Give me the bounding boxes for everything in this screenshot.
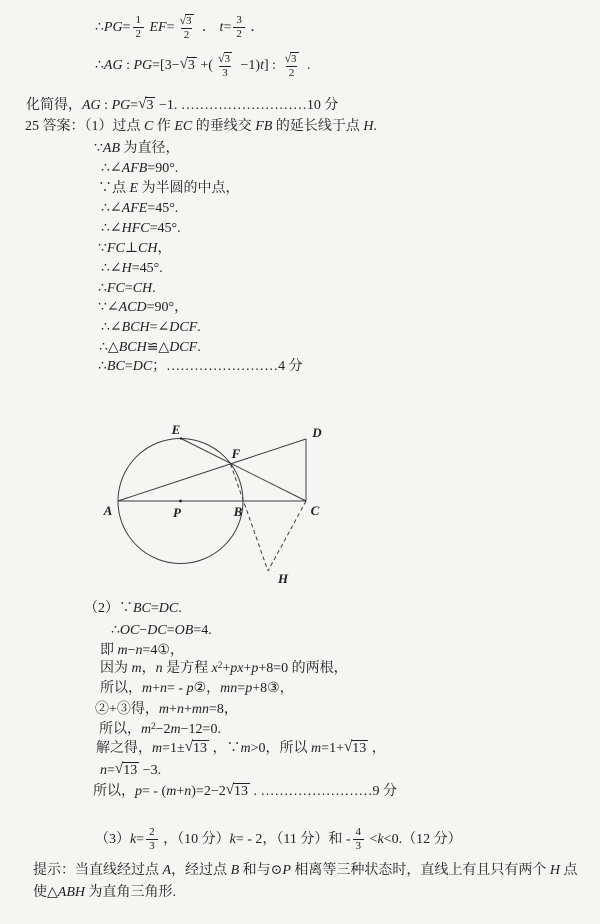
label-E: E [171, 422, 181, 437]
text-line-9: ∴∠ HFC =45°. [101, 221, 181, 236]
label-B: B [233, 504, 243, 519]
point-P-dot [179, 500, 182, 503]
label-D: D [312, 425, 322, 440]
text-line-22: ②+③得， m + n + mn =8， [95, 702, 238, 717]
text-line-27: （3） k = $\frac{2}{3}$ ，（10 分） k = - 2，（11 分）和 - $\frac{4}{3}$ < k <0.（12 分） [95, 826, 462, 853]
segment-CH-dashed [268, 501, 306, 571]
label-F: F [231, 446, 241, 461]
text-line-1: ∴ PG = $\frac{1}{2}$ EF = √ 3 2 ． t = $\frac{3}{2}$ ． [95, 13, 265, 41]
text-line-12: ∴ FC = CH . [98, 281, 156, 296]
segment-EC [181, 439, 306, 502]
text-line-5: ∵ AB 为直径， [94, 141, 180, 156]
text-line-14: ∴∠ BCH =∠ DCF . [101, 320, 201, 335]
text-line-29: 使△ ABH 为直角三角形. [33, 885, 176, 900]
label-P: P [173, 505, 181, 520]
label-H: H [277, 571, 289, 586]
text-line-8: ∴∠ AFE =45°. [101, 201, 179, 216]
text-line-16: ∴ BC = DC ；……………………4 分 [98, 359, 303, 374]
text-line-25: n = √ 13 −3. [100, 761, 162, 779]
text-line-24: 解之得， m =1± √ 13 ，∵ m >0，所以 m =1+ √ 13 ， [96, 739, 386, 757]
text-line-6: ∴∠ AFB =90°. [101, 161, 179, 176]
label-A: A [103, 503, 113, 518]
text-line-7: ∵点 E 为半圆的中点， [98, 181, 240, 196]
text-line-26: 所以， p = - ( m + n )=2−2 √ 13 . ……………………9 分 [93, 782, 398, 800]
text-line-18: ∴ OC − DC = OB =4. [111, 623, 212, 638]
text-line-4: 25 答案：（1）过点 C 作 EC 的垂线交 FB 的延长线于点 H . [25, 119, 377, 134]
label-C: C [310, 503, 320, 518]
text-line-21: 所以， m + n = - p ②， mn = p +8③， [100, 681, 294, 696]
text-line-13: ∵∠ ACD =90°， [98, 300, 189, 315]
text-line-2: ∴ AG : PG =[3− √ 3 +( √ 3 3 −1) t ] : √ 3 2 . [95, 51, 311, 79]
text-line-10: ∵ FC ⊥ CH ， [98, 241, 172, 256]
geometry-diagram [88, 418, 353, 593]
text-line-23: 所以， m 2 −2 m −12=0. [99, 721, 221, 737]
text-line-20: 因为 m ， n 是方程 x 2 + px + p +8=0 的两根， [100, 660, 348, 676]
text-line-11: ∴∠ H =45°. [101, 261, 163, 276]
text-line-17: （2）∵ BC = DC . [84, 601, 182, 616]
point-E-dot [180, 437, 182, 439]
text-line-28: 提示：当直线经过点 A ，经过点 B 和与⊙ P 相离等三种状态时，直线上有且只有两个 H 点 [33, 863, 578, 878]
text-line-19: 即 m − n =4①， [100, 643, 184, 658]
text-line-3: 化简得， AG : PG = √ 3 −1. ………………………10 分 [26, 96, 339, 114]
text-line-15: ∴△ BCH ≌△ DCF . [99, 340, 201, 355]
